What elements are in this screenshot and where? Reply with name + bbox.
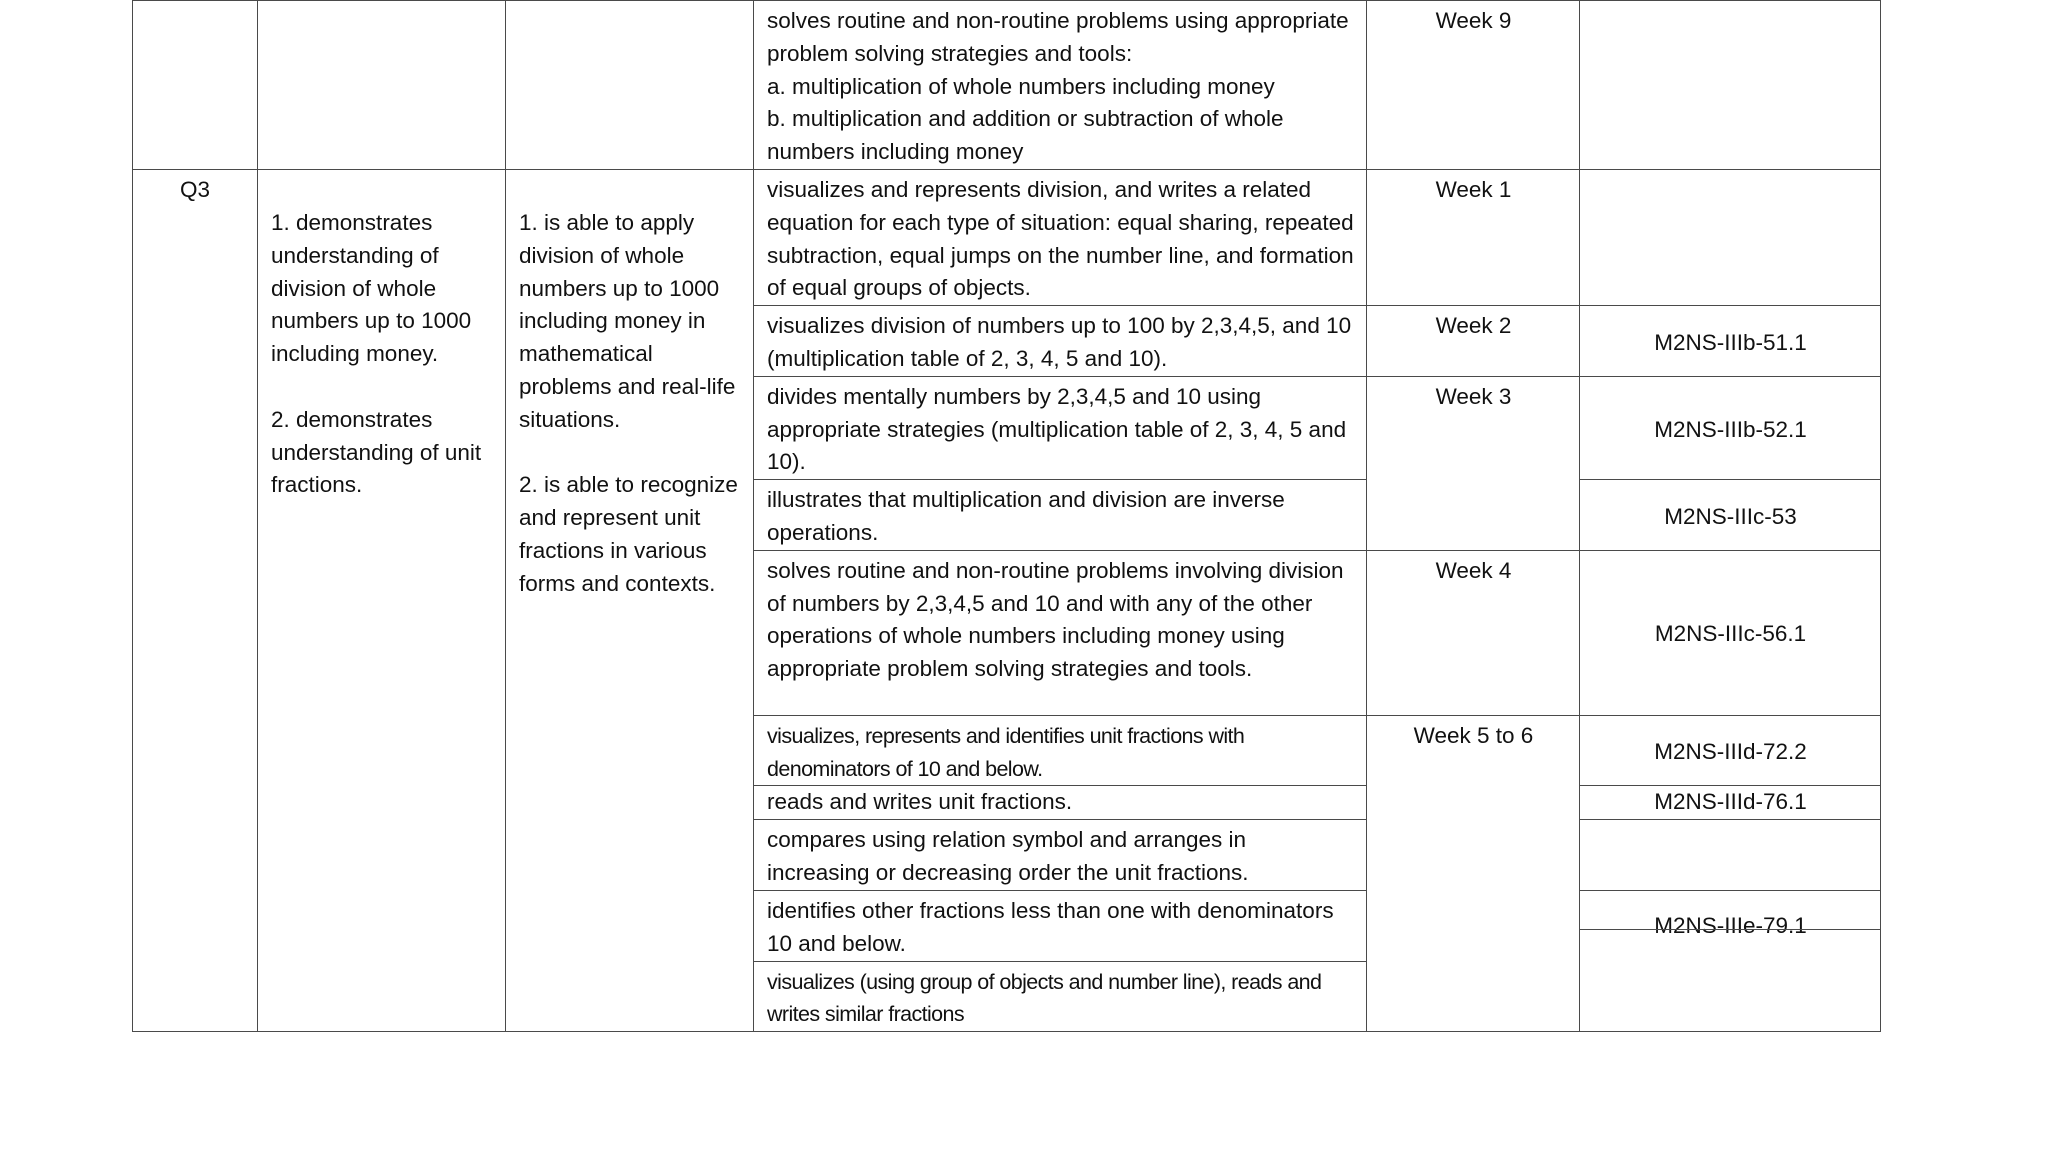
learning-competency-cell: identifies other fractions less than one with denominators 10 and below. — [754, 890, 1367, 961]
week-cell: Week 4 — [1367, 550, 1580, 715]
code-cell: M2NS-IIIc-53 — [1580, 480, 1881, 551]
code-divider — [1579, 929, 1880, 930]
learning-competency-cell: visualizes division of numbers up to 100 by 2,3,4,5, and 10 (multiplication table of 2, 3, 4, 5 and 10). — [754, 306, 1367, 377]
code-cell — [1580, 1, 1881, 170]
code-cell — [1580, 169, 1881, 305]
curriculum-guide-table — [132, 0, 1881, 1032]
content-standard-1: 1. demonstrates understanding of division of whole numbers up to 1000 including money. — [271, 209, 472, 367]
week-cell: Week 9 — [1367, 1, 1580, 170]
table-row — [133, 1, 1881, 170]
code-cell: M2NS-IIIb-52.1 — [1580, 376, 1881, 479]
learning-competency-cell: solves routine and non-routine problems involving division of numbers by 2,3,4,5 and 10 and with any of the other operations of whole numbers including money using appropriate problem solving strategies and tools. — [754, 550, 1367, 715]
code-cell: M2NS-IIId-76.1 — [1580, 786, 1881, 820]
content-standard-cell — [258, 169, 506, 1031]
week-cell: Week 2 — [1367, 306, 1580, 377]
performance-standard-1: 1. is able to apply division of whole numbers up to 1000 including money in mathematical problems and real-life situations. — [519, 209, 736, 432]
learning-competency-cell: visualizes, represents and identifies unit fractions with denominators of 10 and below. — [754, 715, 1367, 786]
quarter-label: Q3 — [133, 169, 258, 1031]
week-cell: Week 1 — [1367, 169, 1580, 305]
table-row — [133, 169, 1881, 305]
learning-competency-cell: visualizes (using group of objects and number line), reads and writes similar fractions — [754, 961, 1367, 1032]
learning-competency-cell: compares using relation symbol and arranges in increasing or decreasing order the unit fractions. — [754, 820, 1367, 891]
code-cell: M2NS-IIIb-51.1 — [1580, 306, 1881, 377]
learning-competency-cell: visualizes and represents division, and writes a related equation for each type of situation: equal sharing, repeated subtraction, equal jumps on the number line, and formation of equal groups of objects. — [754, 169, 1367, 305]
performance-standard-cell — [506, 1, 754, 170]
code-cell: M2NS-IIIc-56.1 — [1580, 550, 1881, 715]
code-cell: M2NS-IIIe-79.1 — [1580, 890, 1881, 1031]
learning-competency-cell: reads and writes unit fractions. — [754, 786, 1367, 820]
content-standard-cell — [258, 1, 506, 170]
content-standard-2: 2. demonstrates understanding of unit fractions. — [271, 406, 482, 498]
learning-competency-cell: solves routine and non-routine problems using appropriate problem solving strategies and tools: a. multiplication of whole numbers including money b. multiplication and addition or subtraction of whole numbers including money — [754, 1, 1367, 170]
quarter-cell — [133, 1, 258, 170]
performance-standard-2: 2. is able to recognize and represent unit fractions in various forms and contexts. — [519, 472, 738, 596]
week-cell: Week 5 to 6 — [1367, 715, 1580, 1031]
learning-competency-cell: divides mentally numbers by 2,3,4,5 and 10 using appropriate strategies (multiplication table of 2, 3, 4, 5 and 10). — [754, 376, 1367, 479]
performance-standard-cell — [506, 169, 754, 1031]
learning-competency-cell: illustrates that multiplication and division are inverse operations. — [754, 480, 1367, 551]
week-cell: Week 3 — [1367, 376, 1580, 550]
code-cell — [1580, 820, 1881, 891]
code-cell: M2NS-IIId-72.2 — [1580, 715, 1881, 786]
